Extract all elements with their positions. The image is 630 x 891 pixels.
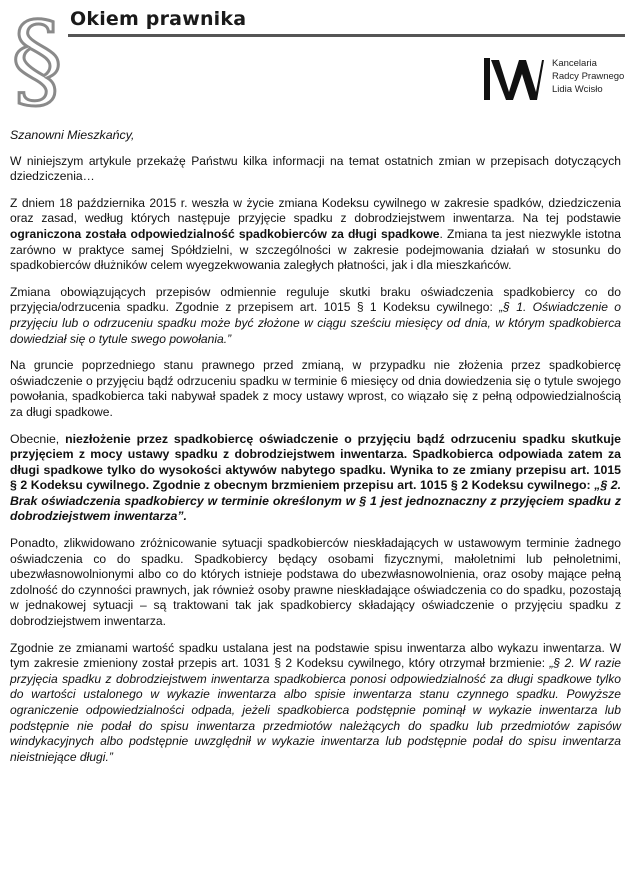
paragraph-unified-situation: Ponadto, zlikwidowano zróżnicowanie sytuacji spadkobierców nieskładających w ustawowym terminie żadnego oświadczenia co do spadku. Spadkobiercy będący osobami fizycznymi, małoletnimi lub pełnoletnimi, ubezwłasnowolnionymi albo co do których istnieje podstawa do ubezwłasnowolnienia, oraz osoby mające pełną zdolność do czynności prawnych, jak również osoby prawne nieskładające oświadczenia co do spadku, pozostają w jednakowej sytuacji – są traktowani tak jak spadkobiercy składający oświadczenie o przyjęciu spadku z dobrodziejstwem inwentarza. xyxy=(10,536,621,629)
page-header xyxy=(0,0,630,110)
p3-quote: „§ 1. Oświadczenie o przyjęciu lub o odrzuceniu spadku może być złożone w ciągu sześciu miesięcy od dnia, w którym spadkobierca dowiedział się o tytule swego powołania.” xyxy=(10,300,621,346)
paragraph-section-icon xyxy=(6,0,68,108)
p5-text-a: Obecnie, xyxy=(10,431,66,446)
p5-bold: niezłożenie przez spadkobiercę oświadczenie o przyjęciu bądź odrzuceniu spadku skutkuje przyjęciem z mocy ustawy spadku z dobrodziejstwem inwentarza. Spadkobierca odpowiada zatem za długi spadkowe tylko do wysokości aktywów nabytego spadku. Wynika to ze zmiany przepisu art. 1015 § 2 Kodeksu cywilnego. Zgodnie z obecnym brzmieniem przepisu art. 1015 § 2 Kodeksu cywilnego: xyxy=(10,431,621,493)
p2-bold: ograniczona została odpowiedzialność spadkobierców za długi spadkowe xyxy=(10,226,440,241)
p2-text-a: Z dniem 18 października 2015 r. weszła w życie zmiana Kodeksu cywilnego w zakresie spadków, dziedziczenia oraz zasad, według których następuje przyjęcie spadku z dobrodziejstwem inwentarza. Na tej podstawie xyxy=(10,195,621,226)
p2-text-c: . Zmiana ta jest niezwykle istotna zarówno w praktyce samej Spółdzielni, w szczególności w zakresie podejmowania działań w stosunku do spadkobierców dłużników celem wyegzekwowania zaległych płatności, jak i dla mieszkańców. xyxy=(10,226,621,273)
p7-text-a: Zgodnie ze zmianami wartość spadku ustalana jest na podstawie spisu inwentarza albo wykazu inwentarza. W tym zakresie zmieniony został przepis art. 1031 § 2 Kodeksu cywilnego, który otrzymał brzmienie: xyxy=(10,640,621,671)
article-body xyxy=(10,128,621,776)
law-firm-name xyxy=(552,57,624,96)
paragraph-change-date xyxy=(10,196,621,274)
title-underline xyxy=(68,34,625,37)
paragraph-previous-law: Na gruncie poprzedniego stanu prawnego przed zmianą, w przypadku nie złożenia przez spadkobiercę oświadczenie o przyjęciu bądź odrzuceniu spadku w terminie 6 miesięcy od dnia dowiedzenia się o tytule swojego powołania, spadkobierca taki nabywał spadek z mocy ustawy wprost, co wiązało się z pełną odpowiedzialnością za długi spadkowe. xyxy=(10,358,621,419)
paragraph-current-law xyxy=(10,432,621,526)
p3-text-a: Zmiana obowiązujących przepisów odmiennie reguluje skutki braku oświadczenia spadkobiercy co do przyjęcia/odrzucenia spadku. Zgodnie z przepisem art. 1015 § 1 Kodeksu cywilnego: xyxy=(10,284,621,315)
law-firm-logo xyxy=(482,56,544,102)
firm-line-3: Lidia Wcisło xyxy=(552,84,603,95)
p5-quote: „§ 2. Brak oświadczenia spadkobiercy w terminie określonym w § 1 jest jednoznaczny z przyjęciem spadku z dobrodziejstwem inwentarza”. xyxy=(10,478,621,524)
paragraph-intro: W niniejszym artykule przekażę Państwu kilka informacji na temat ostatnich zmian w przepisach dotyczących dziedziczenia… xyxy=(10,153,621,184)
firm-line-1: Kancelaria xyxy=(552,58,597,69)
svg-text:§: § xyxy=(11,0,63,108)
firm-line-2: Radcy Prawnego xyxy=(552,71,625,82)
p7-quote: „§ 2. W razie przyjęcia spadku z dobrodziejstwem inwentarza spadkobierca ponosi odpowiedzialność za długi spadkowe tylko do wartości ustalonego w wykazie inwentarza albo spisie inwentarza stanu czynnego spadku. Powyższe ograniczenie odpowiedzialności odpada, jeżeli spadkobierca podstępnie pominął w wykazie inwentarza lub podstępnie nie podał do spisu inwentarza przedmiotów należących do spadku lub przedmiotów zapisów windykacyjnych albo podstępnie uwzględnił w wykazie inwentarza lub podstępnie podał do spisu inwentarza nieistniejące długi.” xyxy=(10,656,621,764)
greeting: Szanowni Mieszkańcy, xyxy=(10,128,135,142)
section-title: Okiem prawnika xyxy=(70,8,247,30)
paragraph-art-1031-2 xyxy=(10,641,621,766)
paragraph-art-1015-1 xyxy=(10,285,621,347)
